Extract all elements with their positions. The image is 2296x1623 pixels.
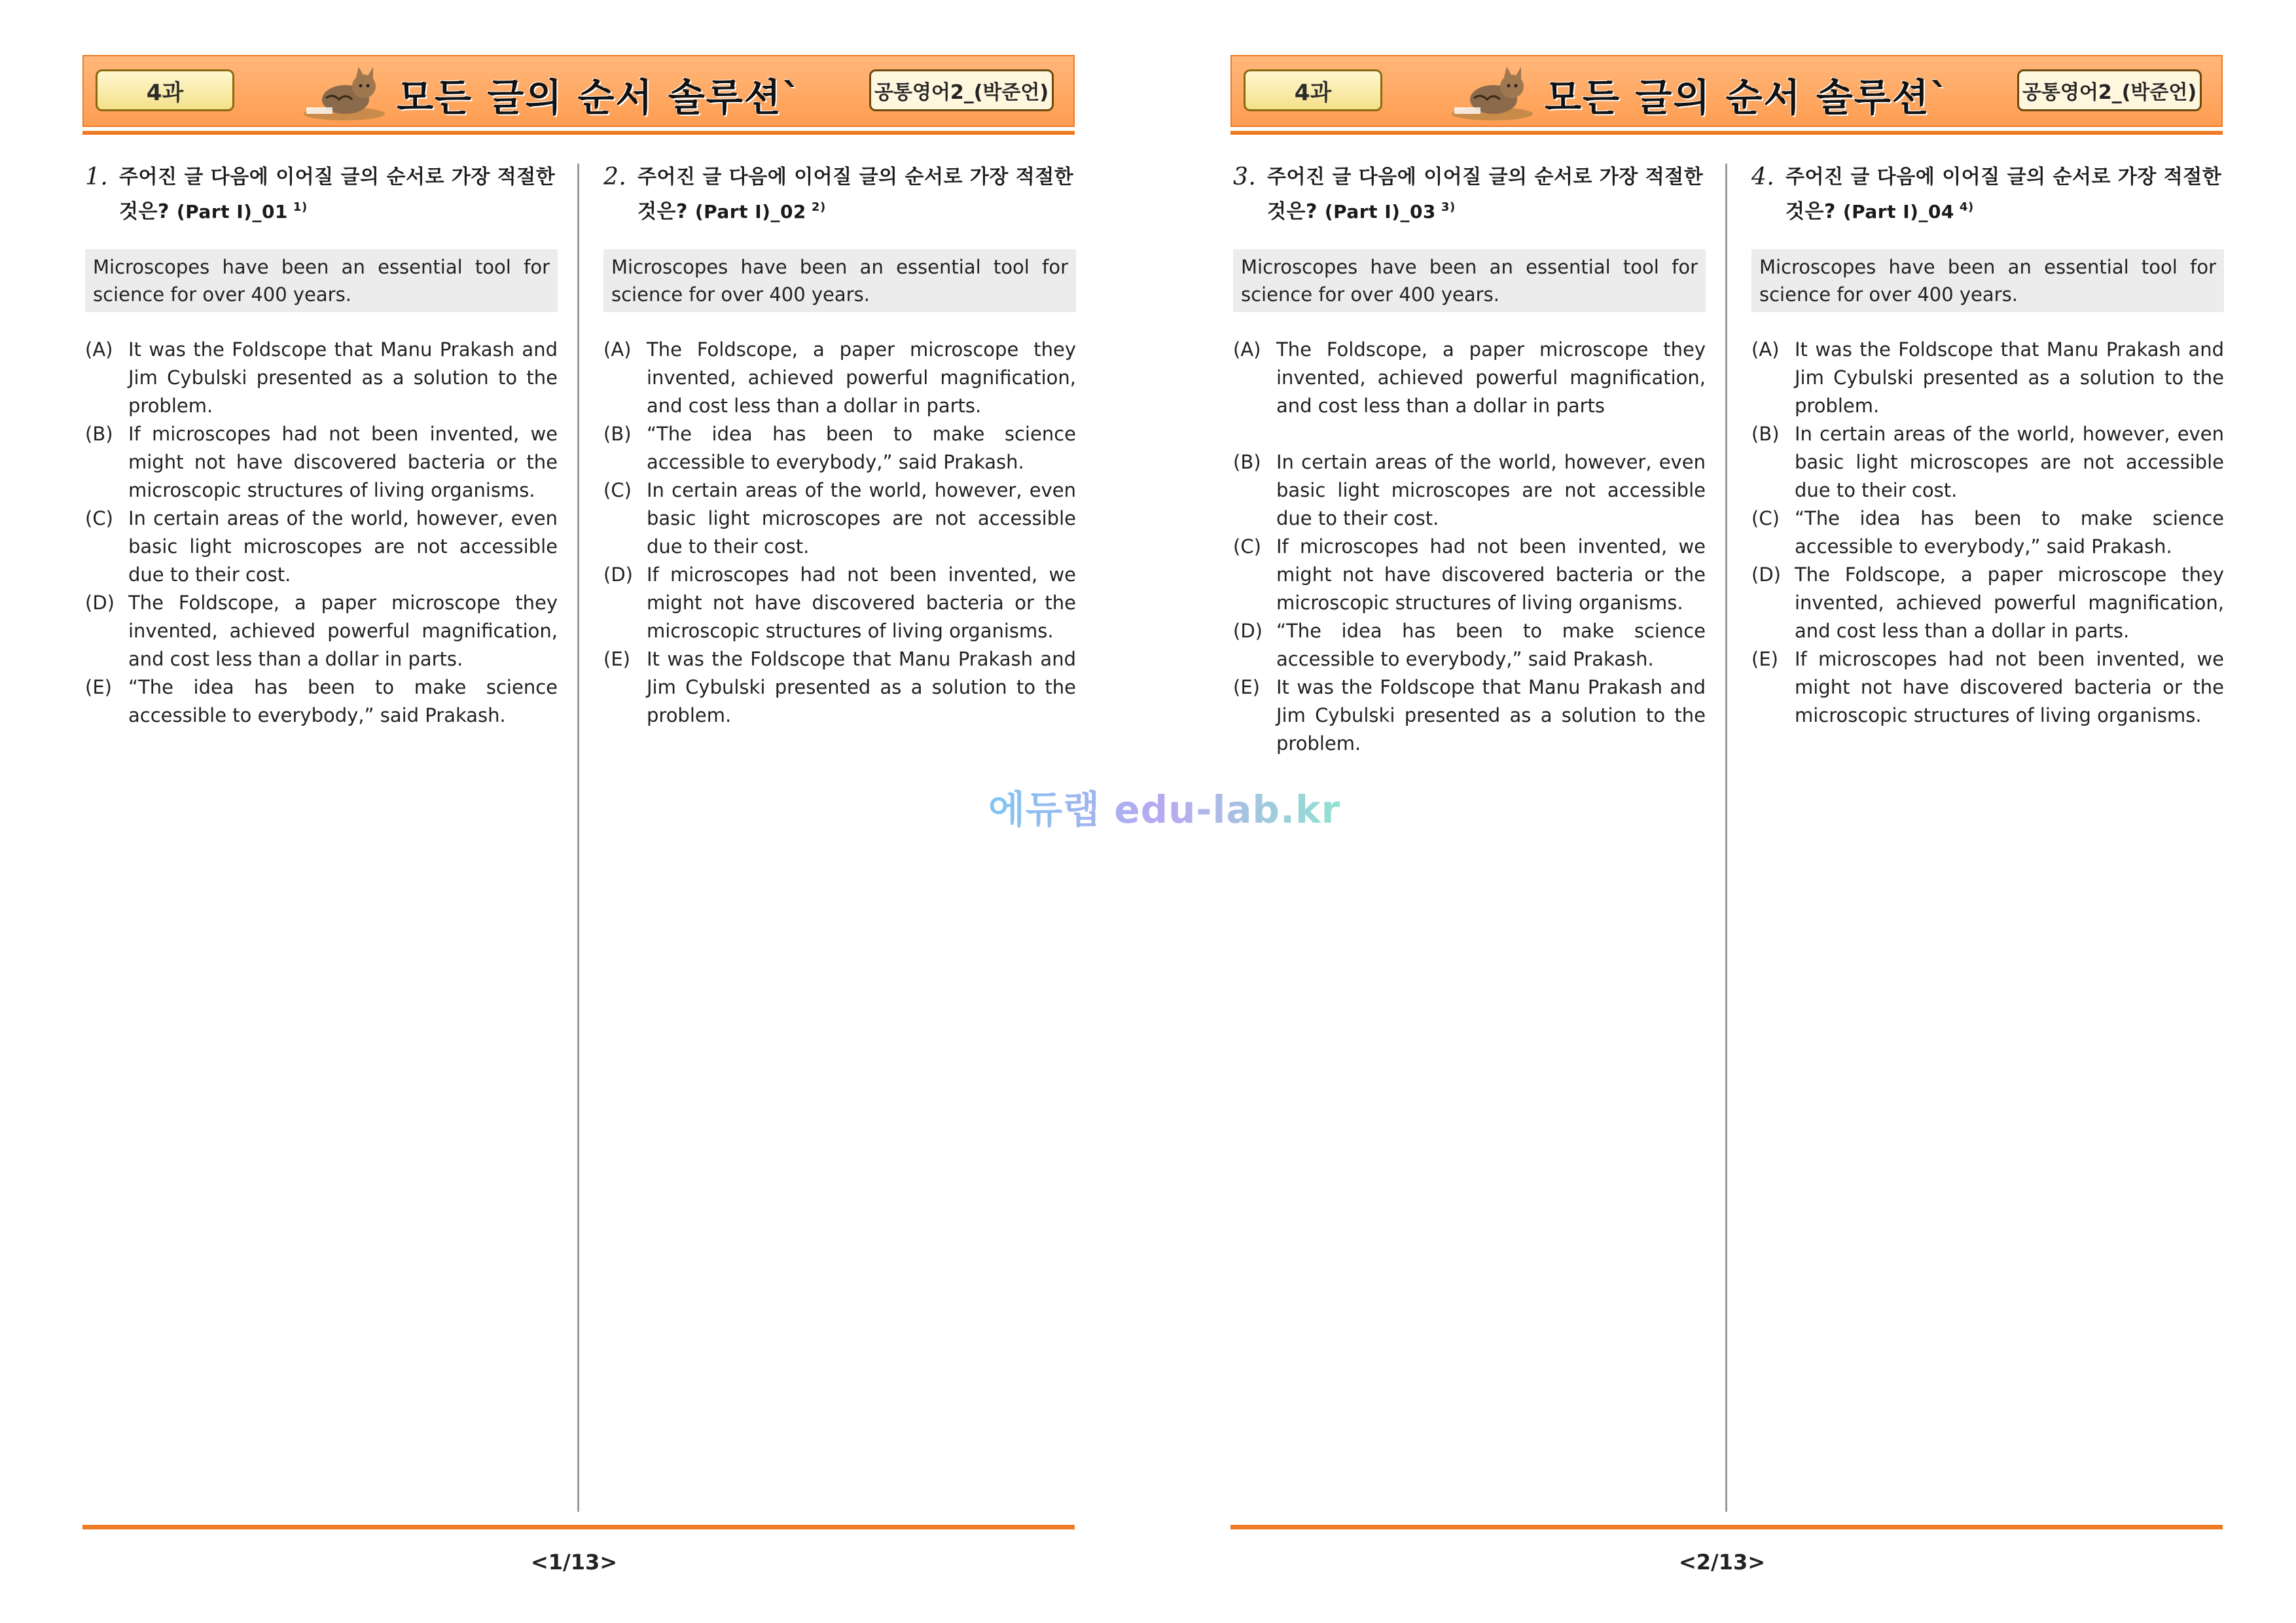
option-label: (A) [1751,338,1780,361]
option-item [1233,673,1706,758]
option-item [85,420,558,505]
question-heading [1233,162,1706,227]
option-text: In certain areas of the world, however, even basic light microscopes are not accessible due to their cost. [647,479,1076,558]
option-text: The Foldscope, a paper microscope they invented, achieved powerful magnification, and cost less than a dollar in parts. [647,338,1076,417]
page-number: <1/13> [530,1550,618,1575]
option-text: “The idea has been to make science accessible to everybody,” said Prakash. [1795,507,2224,558]
option-item [603,645,1076,730]
given-passage: Microscopes have been an essential tool for science for over 400 years. [1233,249,1706,312]
option-text: It was the Foldscope that Manu Prakash and Jim Cybulski presented as a solution to the problem. [1276,676,1706,755]
option-label: (A) [1233,338,1261,361]
question-block [85,162,558,730]
option-text: If microscopes had not been invented, we might not have discovered bacteria or the microscopic structures of living organisms. [128,423,558,501]
option-label: (C) [1751,507,1780,529]
option-item [1233,617,1706,673]
option-text: If microscopes had not been invented, we might not have discovered bacteria or the microscopic structures of living organisms. [1276,535,1706,614]
option-label: (D) [603,563,633,586]
option-item [85,505,558,589]
option-label: (C) [603,479,632,501]
footnote-ref[interactable]: 3) [1441,200,1456,214]
option-item [1751,505,2224,561]
subject-badge: 공통영어2_(박준언) [869,69,1054,111]
option-item [85,673,558,730]
header-title: 모든 글의 순서 솔루션` [397,75,802,120]
option-text: In certain areas of the world, however, even basic light microscopes are not accessible due to their cost. [1795,423,2224,501]
option-text: It was the Foldscope that Manu Prakash and Jim Cybulski presented as a solution to the problem. [128,338,558,417]
question-prompt: 주어진 글 다음에 이어질 글의 순서로 가장 적절한 것은? [1267,166,1704,223]
question-block [603,162,1076,730]
option-text: If microscopes had not been invented, we might not have discovered bacteria or the microscopic structures of living organisms. [647,563,1076,642]
option-item [603,476,1076,561]
footnote-ref[interactable]: 4) [1959,200,1974,214]
option-label: (E) [85,676,112,698]
option-list [603,336,1076,730]
question-heading [1751,162,2224,227]
question-block [1751,162,2224,730]
footer-line [82,1525,1075,1529]
option-label: (D) [85,592,115,614]
footer-line [1230,1525,2223,1529]
option-text: In certain areas of the world, however, even basic light microscopes are not accessible due to their cost. [128,507,558,586]
option-item [1233,533,1706,617]
question-heading [603,162,1076,227]
footnote-ref[interactable]: 1) [293,200,308,214]
question-code: (Part Ⅰ)_03 [1324,201,1436,223]
option-label: (D) [1751,563,1781,586]
option-item [603,561,1076,645]
question-prompt: 주어진 글 다음에 이어질 글의 순서로 가장 적절한 것은? [119,166,556,223]
option-label: (B) [1233,451,1261,473]
option-label: (E) [1751,648,1778,670]
footnote-ref[interactable]: 2) [811,200,826,214]
given-passage: Microscopes have been an essential tool for science for over 400 years. [1751,249,2224,312]
option-label: (E) [1233,676,1260,698]
question-number: 4. [1751,164,1775,190]
option-item [1751,645,2224,730]
page-header [82,55,1075,127]
option-text: The Foldscope, a paper microscope they invented, achieved powerful magnification, and cost less than a dollar in parts [1276,338,1706,417]
option-label: (E) [603,648,630,670]
question-prompt: 주어진 글 다음에 이어질 글의 순서로 가장 적절한 것은? [1785,166,2222,223]
option-item [85,336,558,420]
option-label: (B) [85,423,113,445]
lesson-badge: 4과 [96,69,234,111]
page-header [1230,55,2223,127]
header-underline [1230,131,2223,135]
column-divider [577,164,579,1512]
header-title: 모든 글의 순서 솔루션` [1545,75,1950,120]
question-code: (Part Ⅰ)_02 [694,201,806,223]
option-list [1751,336,2224,730]
spacer [1233,420,1706,448]
option-item [603,420,1076,476]
cat-logo-icon [1448,62,1537,122]
option-item [1233,448,1706,533]
option-text: “The idea has been to make science accessible to everybody,” said Prakash. [647,423,1076,473]
option-text: “The idea has been to make science accessible to everybody,” said Prakash. [128,676,558,726]
option-label: (B) [603,423,632,445]
option-item [85,589,558,673]
option-list [1233,336,1706,758]
option-label: (B) [1751,423,1780,445]
option-label: (C) [1233,535,1261,558]
question-heading [85,162,558,227]
question-code: (Part Ⅰ)_01 [176,201,288,223]
question-number: 1. [85,164,109,190]
option-text: The Foldscope, a paper microscope they invented, achieved powerful magnification, and cost less than a dollar in parts. [128,592,558,670]
option-item [1751,420,2224,505]
question-block [1233,162,1706,758]
given-passage: Microscopes have been an essential tool for science for over 400 years. [603,249,1076,312]
option-item [1751,561,2224,645]
option-text: The Foldscope, a paper microscope they invented, achieved powerful magnification, and cost less than a dollar in parts. [1795,563,2224,642]
option-label: (D) [1233,620,1263,642]
cat-logo-icon [300,62,389,122]
question-number: 2. [603,164,627,190]
option-item [1751,336,2224,420]
option-list [85,336,558,730]
question-code: (Part Ⅰ)_04 [1842,201,1954,223]
given-passage: Microscopes have been an essential tool for science for over 400 years. [85,249,558,312]
subject-badge: 공통영어2_(박준언) [2017,69,2202,111]
option-text: It was the Foldscope that Manu Prakash and Jim Cybulski presented as a solution to the problem. [647,648,1076,726]
question-prompt: 주어진 글 다음에 이어질 글의 순서로 가장 적절한 것은? [637,166,1074,223]
header-underline [82,131,1075,135]
option-text: If microscopes had not been invented, we might not have discovered bacteria or the microscopic structures of living organisms. [1795,648,2224,726]
lesson-badge: 4과 [1244,69,1382,111]
option-label: (A) [85,338,113,361]
option-item [1233,336,1706,420]
question-number: 3. [1233,164,1257,190]
column-divider [1725,164,1727,1512]
option-text: In certain areas of the world, however, even basic light microscopes are not accessible due to their cost. [1276,451,1706,529]
option-label: (A) [603,338,632,361]
page-number: <2/13> [1678,1550,1766,1575]
option-text: “The idea has been to make science accessible to everybody,” said Prakash. [1276,620,1706,670]
option-item [603,336,1076,420]
option-text: It was the Foldscope that Manu Prakash and Jim Cybulski presented as a solution to the problem. [1795,338,2224,417]
watermark: 에듀랩 edu-lab.kr [988,779,1340,834]
option-label: (C) [85,507,113,529]
